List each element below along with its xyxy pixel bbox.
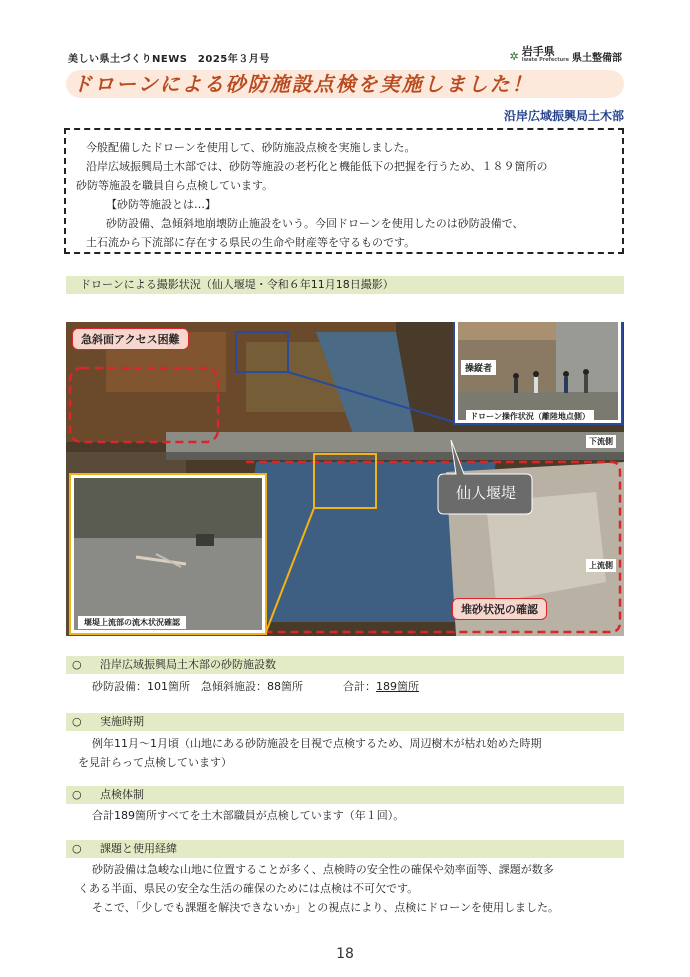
section-line: 砂防設備は急峻な山地に位置することが多く、点検時の安全性の確保や効率面等、課題が数多 bbox=[92, 863, 554, 876]
section-header-count bbox=[66, 656, 624, 674]
label-dam-name: 仙人堰堤 bbox=[456, 484, 517, 502]
section-marker: ○ bbox=[72, 788, 82, 801]
section-line: を見計らって点検しています） bbox=[78, 756, 232, 769]
drone-photo-illustration bbox=[66, 322, 624, 636]
pref-name: 岩手県 bbox=[521, 45, 555, 58]
drone-photo bbox=[66, 322, 624, 636]
label-upstream: 上流側 bbox=[586, 559, 616, 572]
page-title: ドローンによる砂防施設点検を実施しました！ bbox=[72, 72, 534, 96]
dept-name: 沿岸広域振興局土木部 bbox=[503, 109, 624, 123]
section-line: そこで、「少しでも課題を解決できないか」との視点により、点検にドローンを使用しました。 bbox=[92, 901, 560, 914]
section-header-system bbox=[66, 786, 624, 804]
section-header-issues bbox=[66, 840, 624, 858]
intro-line: 砂防設備、急傾斜地崩壊防止施設をいう。今回ドローンを使用したのは砂防設備で、 bbox=[106, 217, 524, 230]
intro-line: 【砂防等施設とは…】 bbox=[106, 198, 216, 211]
intro-line: 土石流から下流部に存在する県民の生命や財産等を守るものです。 bbox=[86, 236, 416, 249]
pref-emblem-icon: ✲ bbox=[509, 49, 519, 63]
inset-wood-caption: 堰堤上流部の流木状況確認 bbox=[78, 616, 186, 629]
section-marker: ○ bbox=[72, 715, 82, 728]
intro-line: 今般配備したドローンを使用して、砂防施設点検を実施しました。 bbox=[86, 141, 416, 154]
section-body-count bbox=[92, 677, 638, 696]
section-marker: ○ bbox=[72, 842, 82, 855]
intro-line: 砂防等施設を職員自ら点検しています。 bbox=[76, 179, 274, 192]
section-line: 合計189箇所すべてを土木部職員が点検しています（年１回）。 bbox=[92, 809, 405, 822]
section-heading: 実施時期 bbox=[100, 715, 144, 728]
label-sediment: 堆砂状況の確認 bbox=[452, 598, 547, 620]
intro-line: 沿岸広域振興局土木部では、砂防等施設の老朽化と機能低下の把握を行うため、１８９箇所の bbox=[86, 160, 548, 173]
section-header-timing bbox=[66, 713, 624, 731]
photo-caption: ドローンによる撮影状況（仙人堰堤・令和６年11月18日撮影） bbox=[66, 276, 624, 294]
section-heading: 課題と使用経緯 bbox=[100, 842, 177, 855]
department-name: 県土整備部 bbox=[572, 52, 622, 64]
inset-operator-caption: ドローン操作状況（離陸地点側） bbox=[466, 410, 594, 423]
section-body-issues bbox=[78, 860, 624, 917]
section-body-system bbox=[78, 806, 624, 825]
section-line: 例年11月～1月頃（山地にある砂防施設を目視で点検するため、周辺樹木が枯れ始めた時期 bbox=[92, 737, 542, 750]
page-number: 18 bbox=[336, 946, 354, 962]
section-marker: ○ bbox=[72, 658, 82, 671]
section-line: くある半面、県民の安全な生活の確保のためには点検は不可欠です。 bbox=[78, 882, 419, 895]
total-value: 189箇所 bbox=[376, 680, 419, 693]
facility-breakdown: 砂防設備：101箇所 急傾斜施設：88箇所 bbox=[92, 680, 303, 693]
label-operator: 操縦者 bbox=[461, 360, 496, 375]
prefecture-logo bbox=[509, 45, 622, 64]
section-body-timing bbox=[78, 734, 624, 772]
section-heading: 点検体制 bbox=[100, 788, 144, 801]
label-access: 急斜面アクセス困難 bbox=[72, 328, 189, 350]
total-label: 合計： bbox=[343, 680, 376, 693]
newsletter-title: 美しい県土づくりNEWS 2025年３月号 bbox=[68, 54, 270, 65]
pref-sub: Iwate Prefecture bbox=[521, 57, 569, 63]
label-downstream: 下流側 bbox=[586, 435, 616, 448]
intro-box bbox=[64, 128, 624, 254]
section-heading: 沿岸広域振興局土木部の砂防施設数 bbox=[100, 658, 276, 671]
